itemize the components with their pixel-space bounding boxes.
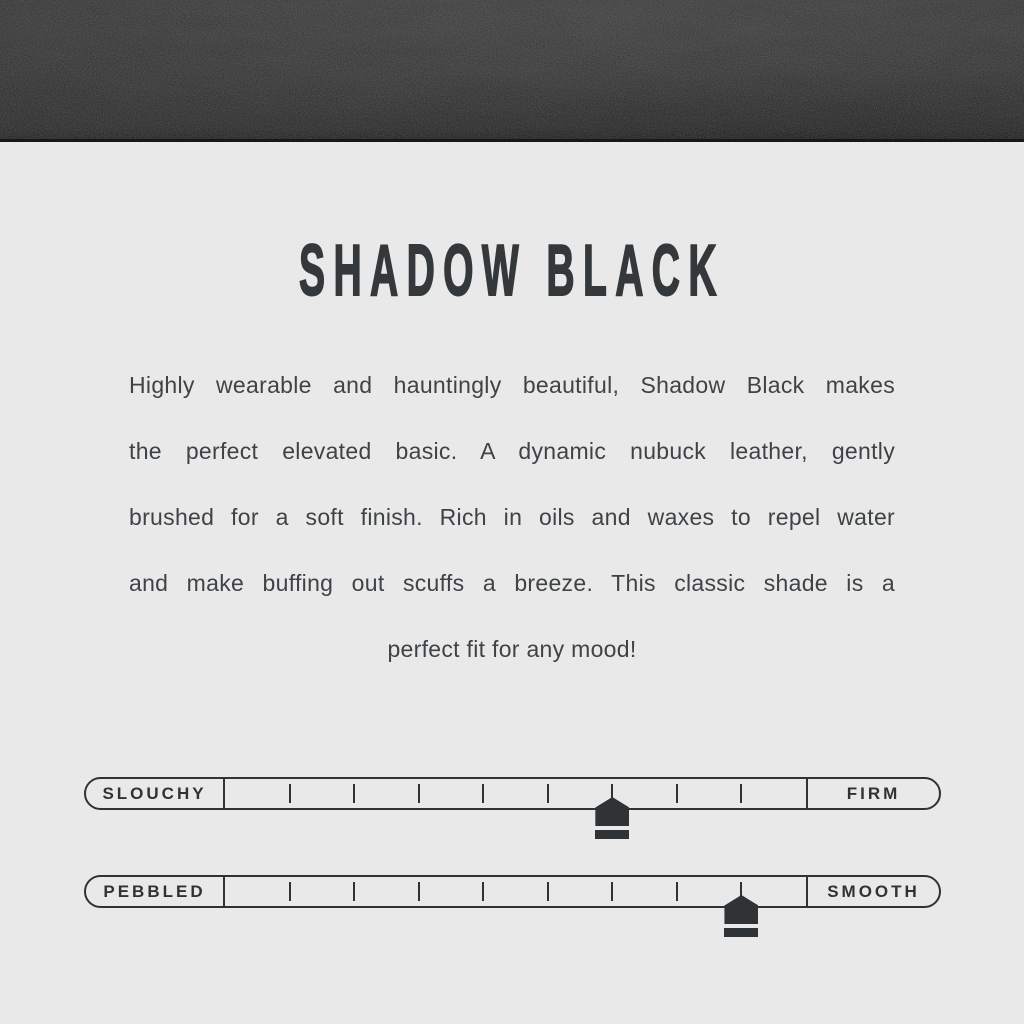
leather-texture-graphic	[0, 0, 1024, 142]
scale-right-label: SMOOTH	[806, 877, 939, 906]
scale-position-marker	[724, 895, 758, 937]
description-line: and make buffing out scuffs a breeze. This classic shade is a	[129, 570, 895, 596]
softness-scale-inner	[86, 779, 939, 808]
scale-tick	[676, 784, 678, 803]
scale-tick	[547, 784, 549, 803]
softness-scale	[84, 777, 941, 810]
color-description	[129, 352, 895, 682]
scale-position-marker	[595, 797, 629, 839]
texture-scale-inner	[86, 877, 939, 906]
scale-tick	[482, 882, 484, 901]
description-line: brushed for a soft finish. Rich in oils and waxes to repel water	[129, 504, 895, 530]
marker-bar	[724, 928, 758, 937]
scale-tick	[418, 882, 420, 901]
description-line: perfect fit for any mood!	[387, 636, 637, 662]
scale-tick	[482, 784, 484, 803]
scale-tick	[289, 882, 291, 901]
scale-tick	[740, 784, 742, 803]
scale-left-label: PEBBLED	[86, 877, 225, 906]
scale-tick	[289, 784, 291, 803]
texture-scale-track	[225, 877, 806, 906]
scale-tick	[353, 784, 355, 803]
description-line: Highly wearable and hauntingly beautiful, Shadow Black makes	[129, 372, 895, 398]
softness-scale-track	[225, 779, 806, 808]
scale-tick	[418, 784, 420, 803]
marker-nib-icon	[595, 797, 629, 826]
marker-nib-icon	[724, 895, 758, 924]
color-title-wrap	[0, 229, 1024, 311]
scale-right-label: FIRM	[806, 779, 939, 808]
scale-tick	[611, 882, 613, 901]
marker-bar	[595, 830, 629, 839]
scale-left-label: SLOUCHY	[86, 779, 225, 808]
leather-texture-image	[0, 0, 1024, 142]
scale-tick	[353, 882, 355, 901]
texture-scale	[84, 875, 941, 908]
description-line: the perfect elevated basic. A dynamic nubuck leather, gently	[129, 438, 895, 464]
scale-tick	[547, 882, 549, 901]
scale-tick	[676, 882, 678, 901]
page-title: SHADOW BLACK	[299, 229, 725, 311]
